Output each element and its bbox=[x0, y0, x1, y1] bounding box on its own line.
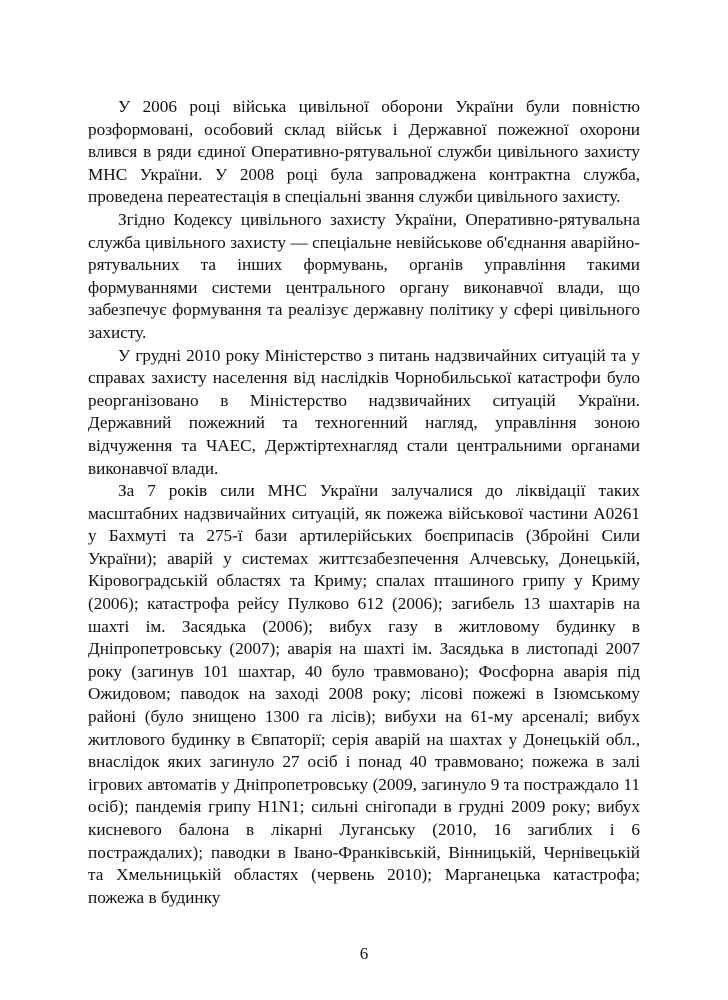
page-body bbox=[88, 96, 640, 909]
paragraph-2: Згідно Кодексу цивільного захисту України, Оперативно-рятувальна служба цивільного захисту — спеціальне невійськове об'єднання аварійно-рятувальних та інших формувань, органів управління такими формуваннями системи центрального органу виконавчої влади, що забезпечує формування та реалізує державну політику у сфері цивільного захисту. bbox=[88, 209, 640, 342]
page-number: 6 bbox=[359, 944, 369, 963]
paragraph-1: У 2006 році війська цивільної оборони України були повністю розформовані, особовий склад військ і Державної пожежної охорони влився в ряди єдиної Оперативно-рятувальної служби цивільного захисту МНС України. У 2008 році була запроваджена контрактна служба, проведена переатестація в спеціальні звання служби цивільного захисту. bbox=[88, 97, 640, 207]
paragraph-4: За 7 років сили МНС України залучалися до ліквідації таких масштабних надзвичайних ситуацій, як пожежа військової частини А0261 у Бахмуті та 275-ї бази артилерійських боєприпасів (Збройні Сили України); аварій у системах життєзабезпечення Алчевську, Донецькій, Кіровоградській областях та Криму; спалах пташиного грипу у Криму (2006); катастрофа рейсу Пулково 612 (2006); загибель 13 шахтарів на шахті ім. Засядька (2006); вибух газу в житловому будинку в Дніпропетровську (2007); аварія на шахті ім. Засядька в листопаді 2007 року (загинув 101 шахтар, 40 було травмовано); Фосфорна аварія під Ожидовом; паводок на заході 2008 року; лісові пожежі в Ізюмському районі (було знищено 1300 га лісів); вибухи на 61-му арсеналі; вибух житлового будинку в Євпаторії; серія аварій на шахтах у Донецькій обл., внаслідок яких загинуло 27 осіб і понад 40 травмовано; пожежа в залі ігрових автоматів у Дніпропетровську (2009, загинуло 9 та постраждало 11 осіб); пандемія грипу H1N1; сильні снігопади в грудні 2009 року; вибух кисневого балона в лікарні Луганську (2010, 16 загиблих і 6 постраждалих); паводки в Івано-Франківській, Вінницькій, Чернівецькій та Хмельницькій областях (червень 2010); Марганецька катастрофа; пожежа в будинку bbox=[88, 481, 640, 907]
paragraph-3: У грудні 2010 року Міністерство з питань надзвичайних ситуацій та у справах захисту населення від наслідків Чорнобильської катастрофи було реорганізовано в Міністерство надзвичайних ситуацій України. Державний пожежний та техногенний нагляд, управління зоною відчуження та ЧАЕС, Держтіртехнагляд стали центральними органами виконавчої влади. bbox=[88, 345, 640, 478]
